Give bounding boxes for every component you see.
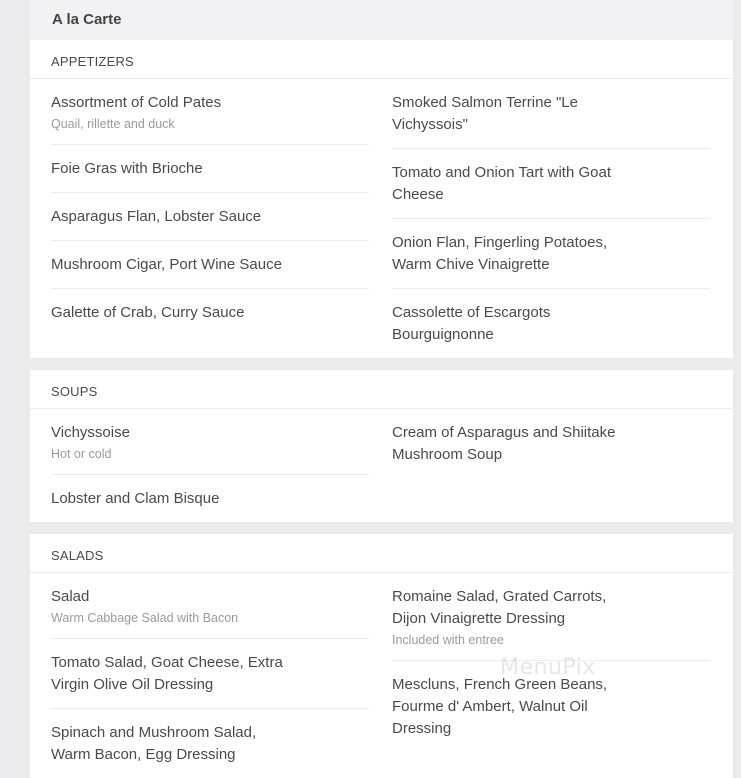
menu-item[interactable]: [51, 475, 369, 522]
menu-item[interactable]: [51, 639, 369, 709]
section-columns: [30, 79, 733, 358]
menu-column-left: [51, 573, 369, 778]
menu-item-name: Assortment of Cold Pates: [51, 94, 222, 111]
menu-item[interactable]: [392, 409, 710, 478]
menu-column-left: [51, 79, 369, 358]
menu-item-name: Foie Gras with Brioche: [51, 160, 203, 177]
section-columns: [30, 409, 733, 522]
menu-title: A la Carte: [30, 0, 733, 40]
menu-item-description: Warm Cabbage Salad with Bacon: [51, 611, 239, 625]
menu-item-name: Mushroom Cigar, Port Wine Sauce: [51, 256, 282, 273]
menu-item-name: Vichyssoise: [51, 424, 130, 441]
menu-item-name: Smoked Salmon Terrine "Le Vichyssois": [392, 94, 578, 133]
menu-item-description: Hot or cold: [51, 447, 112, 461]
menu-item-name: Asparagus Flan, Lobster Sauce: [51, 208, 262, 225]
menu-item-name: Tomato Salad, Goat Cheese, Extra Virgin Olive Oil Dressing: [51, 654, 283, 693]
section-title: SOUPS: [30, 370, 733, 409]
section-title: APPETIZERS: [30, 40, 733, 79]
menu-column-right: [392, 79, 710, 358]
menu-item[interactable]: [392, 149, 710, 219]
menu-item[interactable]: [51, 145, 369, 193]
menu-item[interactable]: [392, 573, 710, 661]
menu-item[interactable]: [51, 193, 369, 241]
section-title: SALADS: [30, 534, 733, 573]
menu-item-name: Onion Flan, Fingerling Potatoes, Warm Chive Vinaigrette: [392, 234, 608, 273]
menu-item-name: Galette of Crab, Curry Sauce: [51, 304, 245, 321]
section-columns: [30, 573, 733, 778]
menu-item-name: Mescluns, French Green Beans, Fourme d' Ambert, Walnut Oil Dressing: [392, 676, 608, 737]
menu-column-left: [51, 409, 369, 522]
menu-item[interactable]: [51, 79, 369, 145]
menu-item-name: Lobster and Clam Bisque: [51, 490, 220, 507]
menu-item[interactable]: [51, 241, 369, 289]
menu-item[interactable]: [51, 409, 369, 475]
menu-item-name: Cassolette of Escargots Bourguignonne: [392, 304, 551, 343]
menu-item-description: Quail, rillette and duck: [51, 117, 175, 131]
menu-item-description: Included with entree: [392, 633, 504, 647]
menu-item-name: Cream of Asparagus and Shiitake Mushroom Soup: [392, 424, 616, 463]
menu-section-appetizers: [30, 40, 733, 358]
menu-item[interactable]: [51, 573, 369, 639]
menu-item-name: Tomato and Onion Tart with Goat Cheese: [392, 164, 612, 203]
watermark: MenuPix: [500, 655, 596, 680]
menu-page: [30, 0, 733, 763]
menu-item[interactable]: [392, 219, 710, 289]
menu-item[interactable]: [392, 289, 710, 358]
menu-item-name: Salad: [51, 588, 90, 605]
menu-column-right: [392, 409, 710, 522]
menu-sections: [30, 40, 733, 778]
menu-item[interactable]: [51, 709, 369, 778]
menu-section-salads: [30, 534, 733, 778]
menu-item-name: Romaine Salad, Grated Carrots, Dijon Vinaigrette Dressing: [392, 588, 607, 627]
menu-item[interactable]: [392, 79, 710, 149]
menu-item-name: Spinach and Mushroom Salad, Warm Bacon, Egg Dressing: [51, 724, 257, 763]
menu-section-soups: [30, 370, 733, 522]
menu-item[interactable]: [51, 289, 369, 336]
